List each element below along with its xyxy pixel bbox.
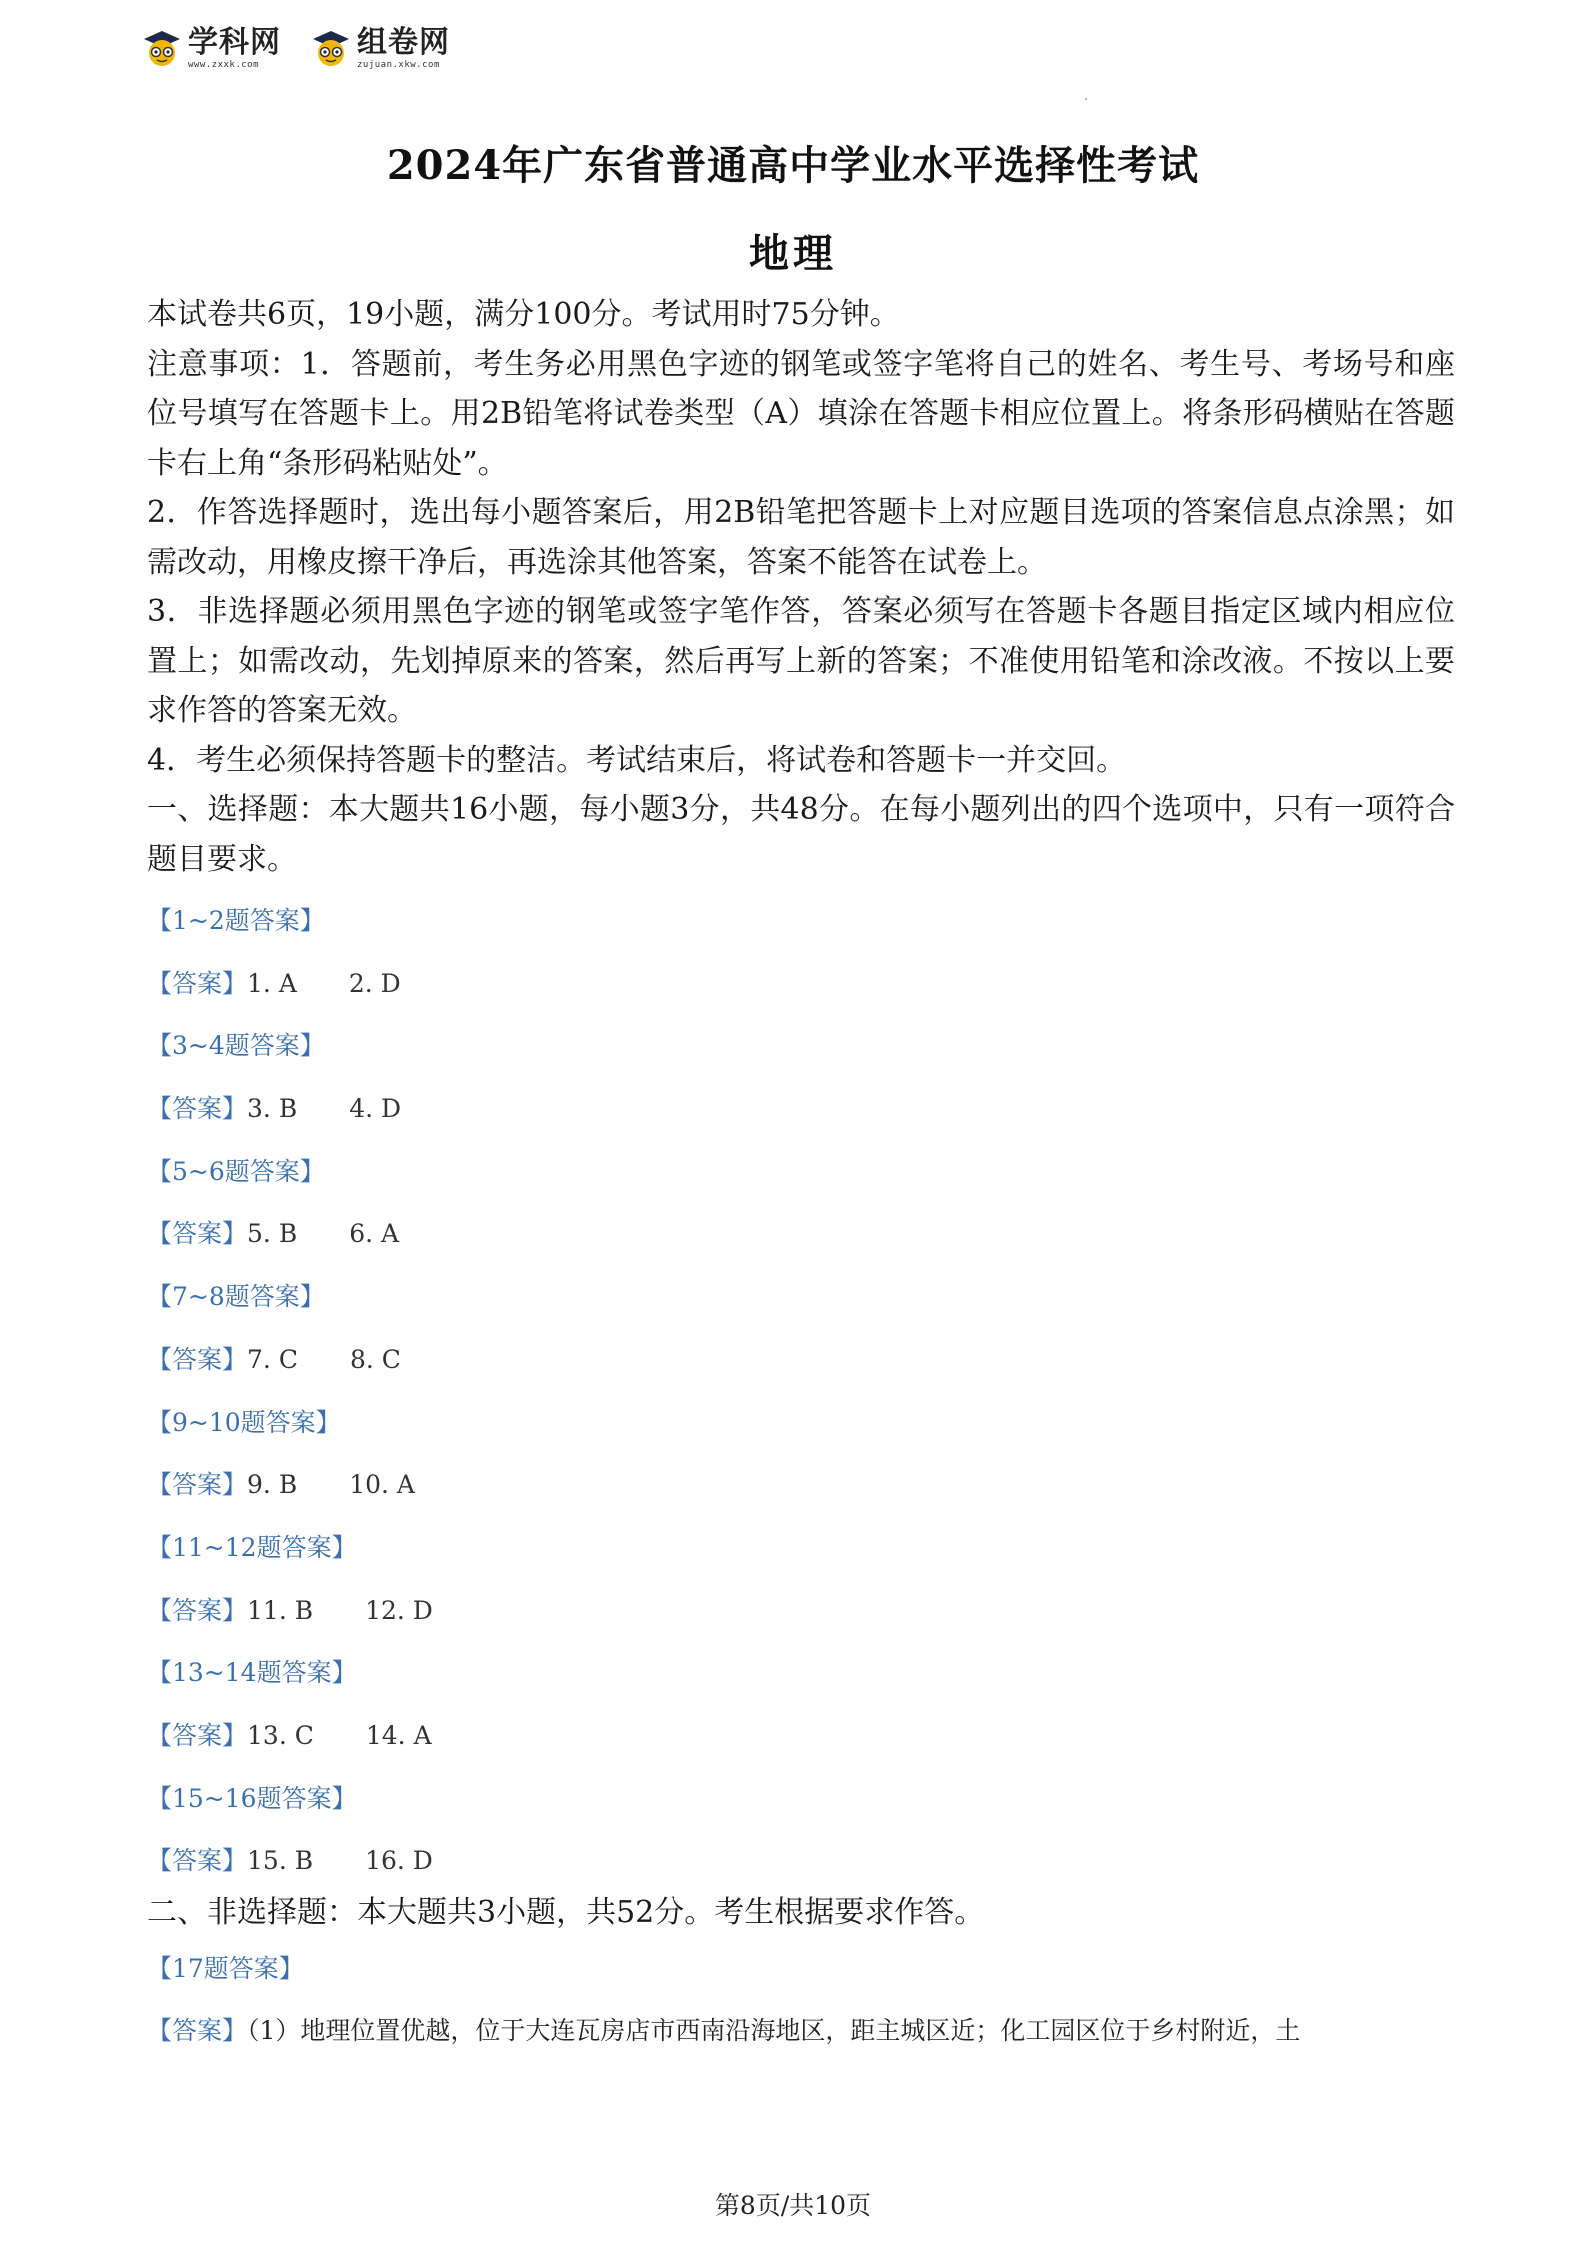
- logo-xueke-url: www.zxxk.com: [188, 60, 260, 70]
- answer-value: 10. A: [349, 1470, 415, 1500]
- answer-list: [147, 890, 1455, 1893]
- answer-value: 11. B: [247, 1595, 314, 1625]
- notice-4: 4．考生必须保持答题卡的整洁。考试结束后，将试卷和答题卡一并交回。: [147, 742, 1127, 778]
- logo-zujuan-name: 组卷网: [357, 25, 450, 60]
- logo-zujuan-url: zujuan.xkw.com: [357, 60, 440, 70]
- answer-value: 14. A: [365, 1720, 432, 1750]
- answer-tag: 【答案】: [147, 1595, 248, 1625]
- q17-heading: 【17题答案】: [147, 1953, 304, 1983]
- answer-group-heading: 【15~16题答案】: [147, 1783, 357, 1813]
- instructions: [147, 290, 1455, 884]
- answer-tag: 【答案】: [147, 1344, 248, 1374]
- section-2-heading: 二、非选择题：本大题共3小题，共52分。考生根据要求作答。: [147, 1895, 985, 1930]
- mascot-icon: [142, 29, 182, 69]
- notice-1: 注意事项：1．答题前，考生务必用黑色字迹的钢笔或签字笔将自己的姓名、考生号、考场号和座位号填写在答题卡上。用2B铅笔将试卷类型（A）填涂在答题卡相应位置上。将条形码横贴在答题卡右上角“条形码粘贴处”。: [147, 346, 1455, 481]
- answer-row: [147, 1329, 1455, 1392]
- answer-tag: 【答案】: [147, 968, 248, 998]
- answer-value: 7. C: [247, 1344, 298, 1374]
- notice-3: 3．非选择题必须用黑色字迹的钢笔或签字笔作答，答案必须写在答题卡各题目指定区域内相应位置上；如需改动，先划掉原来的答案，然后再写上新的答案；不准使用铅笔和涂改液。不按以上要求作答的答案无效。: [147, 594, 1455, 728]
- answer-tag: 【答案】: [147, 1094, 248, 1124]
- scan-speck: [1085, 98, 1087, 100]
- answer-value: 3. B: [247, 1094, 298, 1124]
- notice-2: 2．作答选择题时，选出每小题答案后，用2B铅笔把答题卡上对应题目选项的答案信息点涂黑；如需改动，用橡皮擦干净后，再选涂其他答案，答案不能答在试卷上。: [147, 495, 1455, 580]
- page-number: 第8页/共10页: [714, 2191, 872, 2220]
- answer-value: 13. C: [247, 1720, 314, 1750]
- answer-value: 2. D: [348, 968, 401, 998]
- exam-title: 2024年广东省普通高中学业水平选择性考试: [386, 142, 1200, 189]
- answer-value: 6. A: [349, 1219, 400, 1249]
- answer-row: [147, 1454, 1455, 1517]
- exam-subject: 地理: [749, 230, 837, 277]
- answer-tag: 【答案】: [147, 1470, 248, 1500]
- section-1-heading: 一、选择题：本大题共16小题，每小题3分，共48分。在每小题列出的四个选项中，只有一项符合题目要求。: [147, 792, 1455, 877]
- answer-tag: 【答案】: [147, 2015, 248, 2045]
- answer-value: 4. D: [349, 1094, 402, 1124]
- answer-group-heading: 【3~4题答案】: [147, 1031, 325, 1061]
- answer-group-heading: 【7~8题答案】: [147, 1282, 325, 1312]
- header-logos: [142, 22, 450, 76]
- logo-zujuan[interactable]: [311, 25, 450, 70]
- answer-value: 15. B: [247, 1846, 314, 1876]
- intro-line: 本试卷共6页，19小题，满分100分。考试用时75分钟。: [147, 297, 900, 332]
- logo-xueke[interactable]: [142, 25, 281, 70]
- answer-tag: 【答案】: [147, 1720, 248, 1750]
- answer-row: [147, 1203, 1455, 1266]
- mascot-icon: [311, 29, 351, 69]
- section-2: [147, 1888, 1455, 2062]
- answer-group-heading: 【5~6题答案】: [147, 1156, 325, 1186]
- answer-tag: 【答案】: [147, 1219, 248, 1249]
- q17-answer: [147, 2000, 1455, 2062]
- answer-value: 16. D: [365, 1846, 433, 1876]
- logo-xueke-name: 学科网: [188, 25, 281, 60]
- answer-group-heading: 【13~14题答案】: [147, 1658, 357, 1688]
- answer-row: [147, 1078, 1455, 1141]
- answer-group-heading: 【1~2题答案】: [147, 906, 325, 935]
- answer-row: [147, 1705, 1455, 1768]
- answer-row: [147, 1830, 1455, 1893]
- answer-group-heading: 【9~10题答案】: [147, 1407, 341, 1437]
- q17-answer-text: （1）地理位置优越，位于大连瓦房店市西南沿海地区，距主城区近；化工园区位于乡村附近，土: [247, 2015, 1301, 2045]
- answer-value: 9. B: [247, 1470, 298, 1500]
- answer-value: 5. B: [247, 1219, 298, 1249]
- answer-row: [147, 1580, 1455, 1643]
- answer-value: 12. D: [365, 1595, 433, 1625]
- answer-value: 1. A: [247, 968, 297, 998]
- answer-tag: 【答案】: [147, 1846, 248, 1876]
- answer-group-heading: 【11~12题答案】: [147, 1532, 357, 1562]
- answer-value: 8. C: [349, 1344, 401, 1374]
- answer-row: [147, 953, 1455, 1016]
